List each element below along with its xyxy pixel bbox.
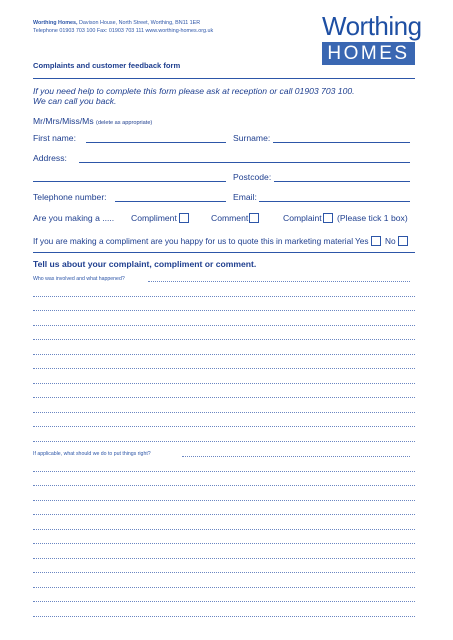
answer-line[interactable] [33, 412, 415, 413]
answer-line[interactable] [33, 558, 415, 559]
salutation-label: Mr/Mrs/Miss/Ms [33, 116, 94, 126]
address-label: Address: [33, 153, 67, 163]
form-title: Complaints and customer feedback form [33, 61, 181, 70]
complaint-label: Complaint [283, 213, 322, 223]
org-address: Davison House, North Street, Worthing, BN11 1ER [77, 20, 201, 26]
divider [33, 78, 415, 79]
answer-line[interactable] [33, 368, 415, 369]
question-what-happened: Who was involved and what happened? [33, 276, 125, 282]
telephone-field[interactable] [115, 201, 226, 202]
postcode-label: Postcode: [233, 172, 272, 182]
answer-line[interactable] [148, 281, 410, 282]
telephone-label: Telephone number: [33, 192, 107, 202]
first-name-label: First name: [33, 133, 76, 143]
compliment-label: Compliment [131, 213, 177, 223]
postcode-field[interactable] [274, 181, 410, 182]
answer-line[interactable] [33, 339, 415, 340]
answer-line[interactable] [33, 500, 415, 501]
section-heading: Tell us about your complaint, compliment or comment. [33, 259, 257, 269]
answer-line[interactable] [33, 296, 415, 297]
answer-line[interactable] [33, 426, 415, 427]
answer-line[interactable] [182, 456, 410, 457]
answer-line[interactable] [33, 485, 415, 486]
address-field-line-1[interactable] [79, 162, 410, 163]
making-label: Are you making a ..... [33, 213, 115, 223]
address-field-line-2[interactable] [33, 181, 226, 182]
logo-homes-box: HOMES [322, 42, 415, 65]
surname-field[interactable] [273, 142, 410, 143]
answer-line[interactable] [33, 471, 415, 472]
logo-wordmark: Worthing [322, 11, 422, 41]
help-text-1: If you need help to complete this form please ask at reception or call 01903 703 100. [33, 86, 355, 96]
quote-question: If you are making a compliment are you happy for us to quote this in marketing material [33, 236, 354, 246]
answer-line[interactable] [33, 543, 415, 544]
answer-line[interactable] [33, 601, 415, 602]
answer-line[interactable] [33, 514, 415, 515]
answer-line[interactable] [33, 354, 415, 355]
salutation-note: (delete as appropriate) [96, 120, 153, 126]
org-address-line [33, 20, 200, 27]
no-checkbox[interactable] [398, 236, 408, 246]
surname-label: Surname: [233, 133, 271, 143]
answer-line[interactable] [33, 325, 415, 326]
email-field[interactable] [259, 201, 410, 202]
answer-line[interactable] [33, 616, 415, 617]
yes-label: Yes [355, 236, 369, 246]
salutation-row [33, 116, 152, 128]
comment-label: Comment [211, 213, 249, 223]
answer-line[interactable] [33, 572, 415, 573]
answer-line[interactable] [33, 383, 415, 384]
answer-line[interactable] [33, 310, 415, 311]
question-put-right: If applicable, what should we do to put things right? [33, 451, 151, 457]
divider [33, 252, 415, 253]
org-contact: Telephone 01903 703 100 Fax: 01903 703 111 www.worthing-homes.org.uk [33, 28, 214, 34]
answer-line[interactable] [33, 587, 415, 588]
answer-line[interactable] [33, 529, 415, 530]
compliment-checkbox[interactable] [179, 213, 189, 223]
tick-note: (Please tick 1 box) [337, 213, 408, 223]
comment-checkbox[interactable] [249, 213, 259, 223]
no-label: No [385, 236, 396, 246]
org-name: Worthing Homes, [33, 20, 78, 26]
yes-checkbox[interactable] [371, 236, 381, 246]
answer-line[interactable] [33, 441, 415, 442]
answer-line[interactable] [33, 397, 415, 398]
first-name-field[interactable] [86, 142, 226, 143]
help-text-2: We can call you back. [33, 96, 117, 106]
email-label: Email: [233, 192, 257, 202]
complaint-checkbox[interactable] [323, 213, 333, 223]
